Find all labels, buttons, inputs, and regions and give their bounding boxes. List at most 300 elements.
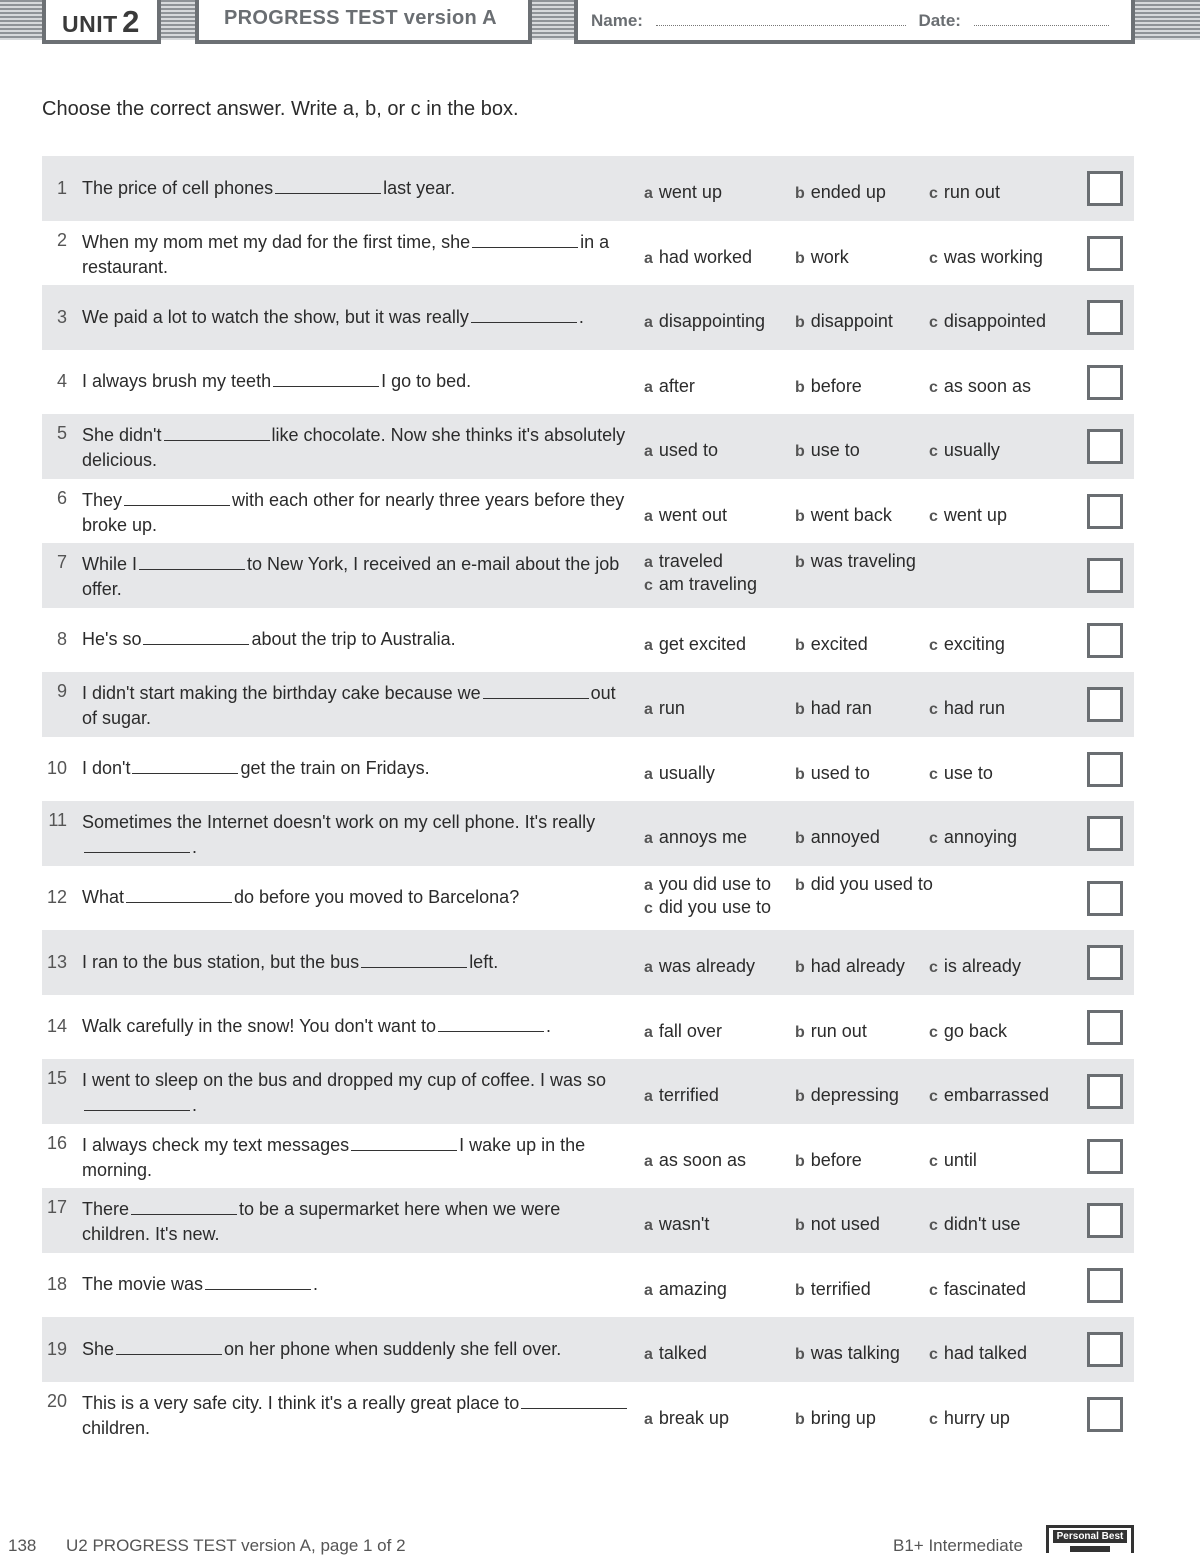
answer-blank — [438, 1015, 544, 1032]
answer-box[interactable] — [1087, 365, 1123, 400]
option-letter: c — [929, 1088, 938, 1105]
answer-box[interactable] — [1087, 687, 1123, 722]
option-letter: a — [644, 701, 653, 718]
option-letter: a — [644, 507, 653, 525]
page-header — [0, 0, 1200, 46]
answer-blank — [273, 370, 379, 387]
question-number: 17 — [46, 1197, 67, 1217]
option-text: exciting — [943, 633, 1005, 654]
option-letter: a — [644, 636, 653, 654]
question-number: 19 — [46, 1338, 67, 1359]
option-text: run — [658, 698, 685, 718]
unit-label: UNIT — [62, 11, 118, 37]
question-text — [82, 801, 632, 866]
logo-bar — [1070, 1546, 1110, 1552]
option-letter: b — [795, 876, 805, 894]
question-row — [42, 479, 1134, 544]
option-letter: b — [795, 830, 805, 847]
option-letter: b — [795, 1152, 805, 1170]
test-title: PROGRESS TEST version A — [195, 0, 532, 44]
question-row — [42, 1382, 1134, 1447]
option-a — [644, 247, 752, 268]
question-text-part: in a restaurant. — [82, 231, 610, 277]
option-c — [929, 1343, 1027, 1364]
answer-box[interactable] — [1087, 945, 1123, 980]
question-text — [82, 737, 632, 802]
option-c — [929, 182, 1000, 203]
option-letter: b — [795, 1088, 805, 1105]
question-text — [82, 608, 632, 673]
option-letter: a — [644, 876, 653, 894]
option-text: break up — [658, 1407, 729, 1428]
answer-blank — [164, 424, 270, 441]
question-number: 10 — [46, 758, 67, 779]
question-sentence — [82, 885, 519, 910]
answer-box[interactable] — [1087, 558, 1123, 593]
answer-blank — [521, 1392, 627, 1409]
question-sentence — [82, 1133, 632, 1183]
answer-blank — [116, 1338, 222, 1355]
option-text: embarrassed — [943, 1085, 1049, 1105]
option-text: annoying — [943, 827, 1017, 847]
question-text-part: to be a supermarket here when we were children. It's new. — [82, 1199, 561, 1244]
option-text: did you used to — [810, 873, 933, 894]
option-b — [795, 440, 860, 461]
question-row — [42, 1059, 1134, 1124]
answer-box[interactable] — [1087, 816, 1123, 851]
question-text-part: The movie was — [82, 1274, 204, 1295]
question-sentence — [82, 1197, 632, 1247]
answer-box[interactable] — [1087, 1074, 1123, 1109]
option-b — [795, 247, 849, 268]
question-row — [42, 156, 1134, 221]
option-a — [644, 551, 723, 572]
option-text: annoys me — [658, 827, 747, 847]
option-b — [795, 1343, 900, 1364]
option-text: use to — [943, 762, 993, 783]
question-text — [82, 350, 632, 415]
answer-blank — [361, 951, 467, 968]
option-letter: a — [644, 830, 653, 847]
question-number: 20 — [46, 1390, 67, 1411]
option-a — [644, 505, 727, 526]
option-text: was talking — [810, 1343, 900, 1363]
option-letter: b — [795, 185, 805, 202]
option-a — [644, 1021, 722, 1042]
question-text — [82, 866, 632, 931]
unit-badge — [42, 0, 161, 44]
option-text: fascinated — [943, 1278, 1026, 1299]
option-text: not used — [810, 1214, 880, 1234]
option-letter: a — [644, 1346, 653, 1363]
question-text-part: We paid a lot to watch the show, but it was really — [82, 306, 469, 327]
option-text: went up — [943, 504, 1007, 525]
question-text — [82, 156, 632, 221]
answer-box[interactable] — [1087, 171, 1123, 206]
option-text: annoyed — [810, 827, 880, 847]
question-number: 9 — [56, 681, 67, 701]
question-number: 6 — [56, 487, 67, 508]
question-text-part: The price of cell phones — [82, 177, 274, 198]
question-number: 18 — [46, 1274, 67, 1295]
option-b — [795, 827, 880, 848]
option-a — [644, 956, 755, 977]
question-row — [42, 414, 1134, 479]
option-text: had run — [943, 698, 1005, 718]
option-text: used to — [810, 762, 870, 783]
answer-blank — [84, 1094, 190, 1111]
option-letter: b — [795, 1410, 805, 1428]
question-text-part: Sometimes the Internet doesn't work on my cell phone. It's really — [82, 812, 596, 832]
question-text-part: left. — [469, 951, 499, 972]
question-number: 2 — [56, 229, 67, 250]
question-sentence — [82, 488, 632, 538]
question-sentence — [82, 176, 455, 201]
question-sentence — [82, 810, 632, 860]
option-b — [795, 1408, 876, 1429]
option-a — [644, 874, 771, 895]
question-sentence — [82, 552, 632, 602]
option-b — [795, 551, 916, 572]
option-a — [644, 182, 722, 203]
option-text: disappoint — [810, 311, 893, 331]
answer-box[interactable] — [1087, 494, 1123, 529]
option-text: used to — [658, 440, 718, 460]
question-text — [82, 1253, 632, 1318]
name-date-box — [574, 0, 1135, 44]
option-text: disappointing — [658, 311, 765, 331]
option-b — [795, 182, 886, 203]
question-text — [82, 1059, 632, 1124]
option-b — [795, 311, 893, 332]
option-letter: c — [929, 1023, 938, 1041]
question-text — [82, 930, 632, 995]
question-number: 14 — [46, 1016, 67, 1037]
question-text-part: I didn't start making the birthday cake because we — [82, 683, 481, 703]
date-label: Date: — [918, 11, 961, 30]
option-text: you did use to — [658, 873, 771, 894]
option-letter: b — [795, 1346, 805, 1363]
question-row — [42, 1253, 1134, 1318]
option-c — [929, 1279, 1026, 1300]
question-text-part: There — [82, 1199, 130, 1219]
option-text: run out — [810, 1020, 867, 1041]
question-row — [42, 350, 1134, 415]
question-number: 5 — [56, 423, 67, 443]
option-a — [644, 634, 746, 655]
page-number: 138 — [8, 1536, 37, 1555]
option-letter: a — [644, 554, 653, 571]
option-text: went up — [658, 182, 722, 202]
option-b — [795, 1021, 867, 1042]
option-b — [795, 1214, 880, 1235]
option-text: am traveling — [658, 574, 757, 594]
answer-box[interactable] — [1087, 881, 1123, 916]
question-row — [42, 543, 1134, 608]
question-number: 1 — [56, 177, 67, 198]
question-row — [42, 801, 1134, 866]
option-letter: b — [795, 443, 805, 460]
question-row — [42, 1317, 1134, 1382]
option-text: had ran — [810, 698, 872, 718]
option-letter: a — [644, 1281, 653, 1299]
option-letter: c — [929, 1217, 938, 1234]
option-text: terrified — [810, 1278, 871, 1299]
question-text — [82, 1188, 632, 1253]
option-a — [644, 1343, 707, 1364]
question-number: 13 — [46, 951, 67, 972]
answer-blank — [351, 1134, 457, 1151]
question-row — [42, 930, 1134, 995]
question-text — [82, 479, 632, 544]
answer-box[interactable] — [1087, 1139, 1123, 1174]
option-letter: a — [644, 249, 653, 267]
option-letter: a — [644, 443, 653, 460]
question-text-part: Walk carefully in the snow! You don't want to — [82, 1016, 436, 1037]
question-number: 16 — [46, 1132, 67, 1153]
option-letter: c — [929, 314, 938, 331]
option-c — [929, 505, 1007, 526]
answer-blank — [126, 886, 232, 903]
option-letter: c — [929, 830, 938, 847]
header-stripe — [530, 0, 576, 40]
answer-box[interactable] — [1087, 429, 1123, 464]
answer-blank — [471, 306, 577, 323]
option-text: usually — [943, 440, 1000, 460]
option-letter: b — [795, 314, 805, 331]
option-letter: a — [644, 1088, 653, 1105]
option-c — [929, 1408, 1010, 1429]
option-letter: c — [929, 1346, 938, 1363]
answer-blank — [131, 1198, 237, 1215]
option-a — [644, 1279, 727, 1300]
question-sentence — [82, 369, 471, 394]
option-b — [795, 634, 868, 655]
option-text: until — [943, 1149, 977, 1170]
question-text-part: I always check my text messages — [82, 1134, 350, 1155]
option-c — [929, 376, 1031, 397]
question-text — [82, 414, 632, 479]
question-text-part: He's so — [82, 629, 142, 650]
question-text-part: last year. — [383, 177, 456, 198]
option-text: before — [810, 375, 862, 396]
option-c — [929, 827, 1017, 848]
option-letter: b — [795, 701, 805, 718]
option-c — [929, 1150, 977, 1171]
question-sentence — [82, 1068, 632, 1118]
answer-blank — [275, 177, 381, 194]
option-c — [644, 897, 771, 918]
question-text-part: She didn't — [82, 425, 162, 445]
question-text-part: I went to sleep on the bus and dropped my cup of coffee. I was so — [82, 1070, 606, 1090]
question-number: 7 — [56, 552, 67, 572]
option-letter: a — [644, 185, 653, 202]
question-text — [82, 285, 632, 350]
option-c — [929, 440, 1000, 461]
question-sentence — [82, 1337, 561, 1362]
name-label: Name: — [591, 11, 643, 30]
question-number: 8 — [56, 629, 67, 650]
question-text-part: . — [192, 1095, 198, 1115]
option-text: went out — [658, 504, 727, 525]
option-letter: c — [929, 959, 938, 976]
option-text: wasn't — [658, 1214, 710, 1234]
answer-blank — [143, 628, 249, 645]
question-row — [42, 608, 1134, 673]
option-letter: c — [929, 185, 938, 202]
question-text-part: . — [545, 1016, 551, 1037]
answer-box[interactable] — [1087, 752, 1123, 787]
option-a — [644, 1408, 729, 1429]
option-b — [795, 698, 872, 719]
answer-box[interactable] — [1087, 1203, 1123, 1238]
option-b — [795, 763, 870, 784]
option-text: was traveling — [810, 551, 916, 571]
option-text: didn't use — [943, 1214, 1021, 1234]
option-text: talked — [658, 1343, 707, 1363]
option-letter: c — [929, 1152, 938, 1170]
option-text: as soon as — [658, 1149, 746, 1170]
question-row — [42, 672, 1134, 737]
question-row — [42, 221, 1134, 286]
answer-blank — [472, 231, 578, 248]
answer-box[interactable] — [1087, 623, 1123, 658]
option-c — [929, 247, 1043, 268]
option-text: get excited — [658, 633, 746, 654]
option-letter: b — [795, 507, 805, 525]
question-text — [82, 995, 632, 1060]
question-text — [82, 672, 632, 737]
option-letter: b — [795, 959, 805, 976]
logo-text: Personal Best — [1053, 1530, 1127, 1543]
question-row — [42, 285, 1134, 350]
option-letter: a — [644, 959, 653, 976]
question-text-part: They — [82, 489, 123, 510]
answer-box[interactable] — [1087, 236, 1123, 271]
option-a — [644, 827, 747, 848]
option-c — [929, 763, 993, 784]
option-text: go back — [943, 1020, 1007, 1041]
question-sentence — [82, 230, 632, 280]
question-row — [42, 1188, 1134, 1253]
option-text: depressing — [810, 1085, 899, 1105]
option-letter: a — [644, 1023, 653, 1041]
option-text: had already — [810, 956, 905, 976]
question-row — [42, 995, 1134, 1060]
option-text: terrified — [658, 1085, 719, 1105]
question-text — [82, 543, 632, 608]
answer-box[interactable] — [1087, 1397, 1123, 1432]
question-text-part: When my mom met my dad for the first time, she — [82, 231, 471, 252]
option-b — [795, 874, 933, 895]
option-letter: b — [795, 636, 805, 654]
option-letter: a — [644, 378, 653, 396]
header-stripe — [159, 0, 197, 40]
question-sentence — [82, 1272, 318, 1297]
question-number: 3 — [56, 306, 67, 327]
instruction: Choose the correct answer. Write a, b, or c in the box. — [42, 98, 519, 120]
option-letter: a — [644, 1217, 653, 1234]
option-text: traveled — [658, 551, 723, 571]
question-text — [82, 1124, 632, 1189]
option-c — [929, 311, 1046, 332]
question-text-part: I ran to the bus station, but the bus — [82, 951, 360, 972]
option-letter: b — [795, 1217, 805, 1234]
question-text — [82, 1317, 632, 1382]
option-text: after — [658, 375, 695, 396]
question-text-part: While I — [82, 554, 138, 574]
answer-blank — [483, 682, 589, 699]
question-number: 12 — [46, 887, 67, 908]
answer-box[interactable] — [1087, 1010, 1123, 1045]
option-c — [929, 1085, 1049, 1106]
answer-box[interactable] — [1087, 1268, 1123, 1303]
question-sentence — [82, 1391, 632, 1441]
level-label: B1+ Intermediate — [893, 1536, 1023, 1555]
option-letter: c — [929, 1281, 938, 1299]
option-c — [644, 574, 757, 595]
answer-blank — [124, 489, 230, 506]
question-row — [42, 1124, 1134, 1189]
option-text: excited — [810, 633, 868, 654]
option-b — [795, 1279, 871, 1300]
answer-box[interactable] — [1087, 1332, 1123, 1367]
option-text: run out — [943, 182, 1000, 202]
question-text-part: children. — [82, 1417, 151, 1438]
date-field[interactable] — [974, 12, 1109, 26]
option-letter: b — [795, 1023, 805, 1041]
header-stripe-left — [0, 0, 44, 40]
option-letter: c — [644, 899, 653, 917]
question-text-part: . — [578, 306, 584, 327]
option-text: hurry up — [943, 1407, 1010, 1428]
answer-blank — [84, 836, 190, 853]
option-a — [644, 376, 695, 397]
option-letter: c — [929, 1410, 938, 1428]
footer-title: U2 PROGRESS TEST version A, page 1 of 2 — [66, 1536, 406, 1555]
question-number: 4 — [56, 371, 67, 392]
answer-blank — [132, 757, 238, 774]
option-c — [929, 1214, 1020, 1235]
question-text-part: This is a very safe city. I think it's a really great place to — [82, 1392, 520, 1413]
question-text-part: get the train on Fridays. — [240, 758, 430, 779]
question-text-part: with each other for nearly three years before they broke up. — [82, 489, 625, 535]
option-letter: b — [795, 1281, 805, 1299]
option-b — [795, 505, 892, 526]
option-text: before — [810, 1149, 862, 1170]
question-sentence — [82, 756, 430, 781]
answer-blank — [139, 553, 245, 570]
option-text: had worked — [658, 246, 752, 267]
question-sentence — [82, 627, 456, 652]
question-text-part: I wake up in the morning. — [82, 1134, 586, 1180]
option-text: bring up — [810, 1407, 876, 1428]
option-letter: a — [644, 1410, 653, 1428]
question-text-part: I don't — [82, 758, 131, 779]
option-letter: b — [795, 249, 805, 267]
answer-box[interactable] — [1087, 300, 1123, 335]
question-sentence — [82, 1014, 551, 1039]
option-letter: b — [795, 765, 805, 783]
name-field[interactable] — [656, 12, 906, 26]
option-c — [929, 634, 1005, 655]
option-a — [644, 763, 715, 784]
question-text-part: . — [192, 837, 198, 857]
option-a — [644, 1150, 746, 1171]
option-a — [644, 1214, 709, 1235]
option-letter: b — [795, 378, 805, 396]
option-b — [795, 376, 862, 397]
